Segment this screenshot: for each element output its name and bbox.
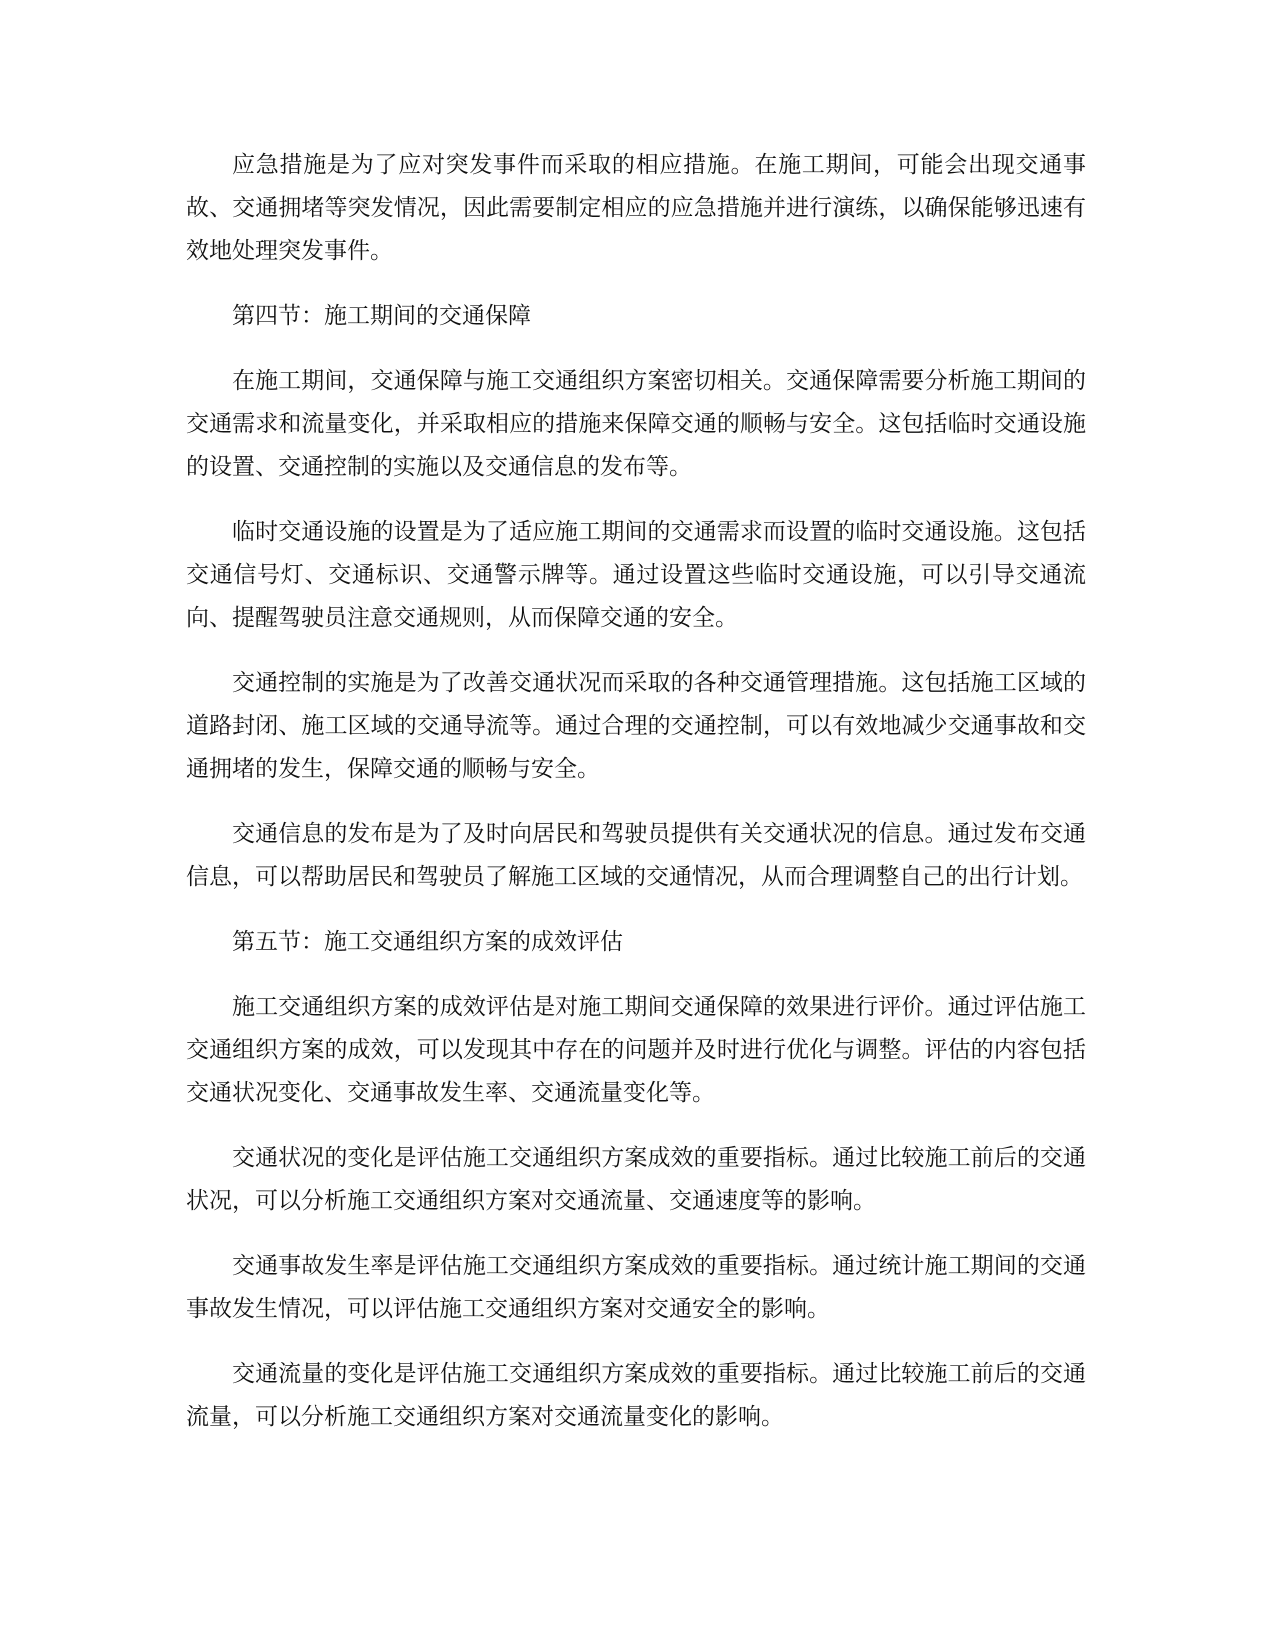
paragraph-traffic-condition-change: 交通状况的变化是评估施工交通组织方案成效的重要指标。通过比较施工前后的交通状况，可以分析施工交通组织方案对交通流量、交通速度等的影响。 (186, 1145, 1086, 1214)
paragraph-traffic-information: 交通信息的发布是为了及时向居民和驾驶员提供有关交通状况的信息。通过发布交通信息，可以帮助居民和驾驶员了解施工区域的交通情况，从而合理调整自己的出行计划。 (186, 821, 1086, 890)
paragraph-accident-rate: 交通事故发生率是评估施工交通组织方案成效的重要指标。通过统计施工期间的交通事故发生情况，可以评估施工交通组织方案对交通安全的影响。 (186, 1253, 1086, 1322)
paragraph-traffic-flow-change: 交通流量的变化是评估施工交通组织方案成效的重要指标。通过比较施工前后的交通流量，可以分析施工交通组织方案对交通流量变化的影响。 (186, 1361, 1086, 1430)
document-page (186, 144, 1086, 1461)
section-heading-4: 第四节：施工期间的交通保障 (232, 303, 531, 329)
section-heading-5: 第五节：施工交通组织方案的成效评估 (232, 929, 623, 955)
paragraph-temporary-facilities: 临时交通设施的设置是为了适应施工期间的交通需求而设置的临时交通设施。这包括交通信号灯、交通标识、交通警示牌等。通过设置这些临时交通设施，可以引导交通流向、提醒驾驶员注意交通规则，从而保障交通的安全。 (186, 519, 1086, 631)
paragraph-effectiveness-evaluation: 施工交通组织方案的成效评估是对施工期间交通保障的效果进行评价。通过评估施工交通组织方案的成效，可以发现其中存在的问题并及时进行优化与调整。评估的内容包括交通状况变化、交通事故发生率、交通流量变化等。 (186, 994, 1086, 1106)
paragraph-traffic-guarantee: 在施工期间，交通保障与施工交通组织方案密切相关。交通保障需要分析施工期间的交通需求和流量变化，并采取相应的措施来保障交通的顺畅与安全。这包括临时交通设施的设置、交通控制的实施以及交通信息的发布等。 (186, 368, 1086, 480)
paragraph-traffic-control: 交通控制的实施是为了改善交通状况而采取的各种交通管理措施。这包括施工区域的道路封闭、施工区域的交通导流等。通过合理的交通控制，可以有效地减少交通事故和交通拥堵的发生，保障交通的顺畅与安全。 (186, 670, 1086, 782)
paragraph-emergency-measures: 应急措施是为了应对突发事件而采取的相应措施。在施工期间，可能会出现交通事故、交通拥堵等突发情况，因此需要制定相应的应急措施并进行演练，以确保能够迅速有效地处理突发事件。 (186, 152, 1086, 264)
